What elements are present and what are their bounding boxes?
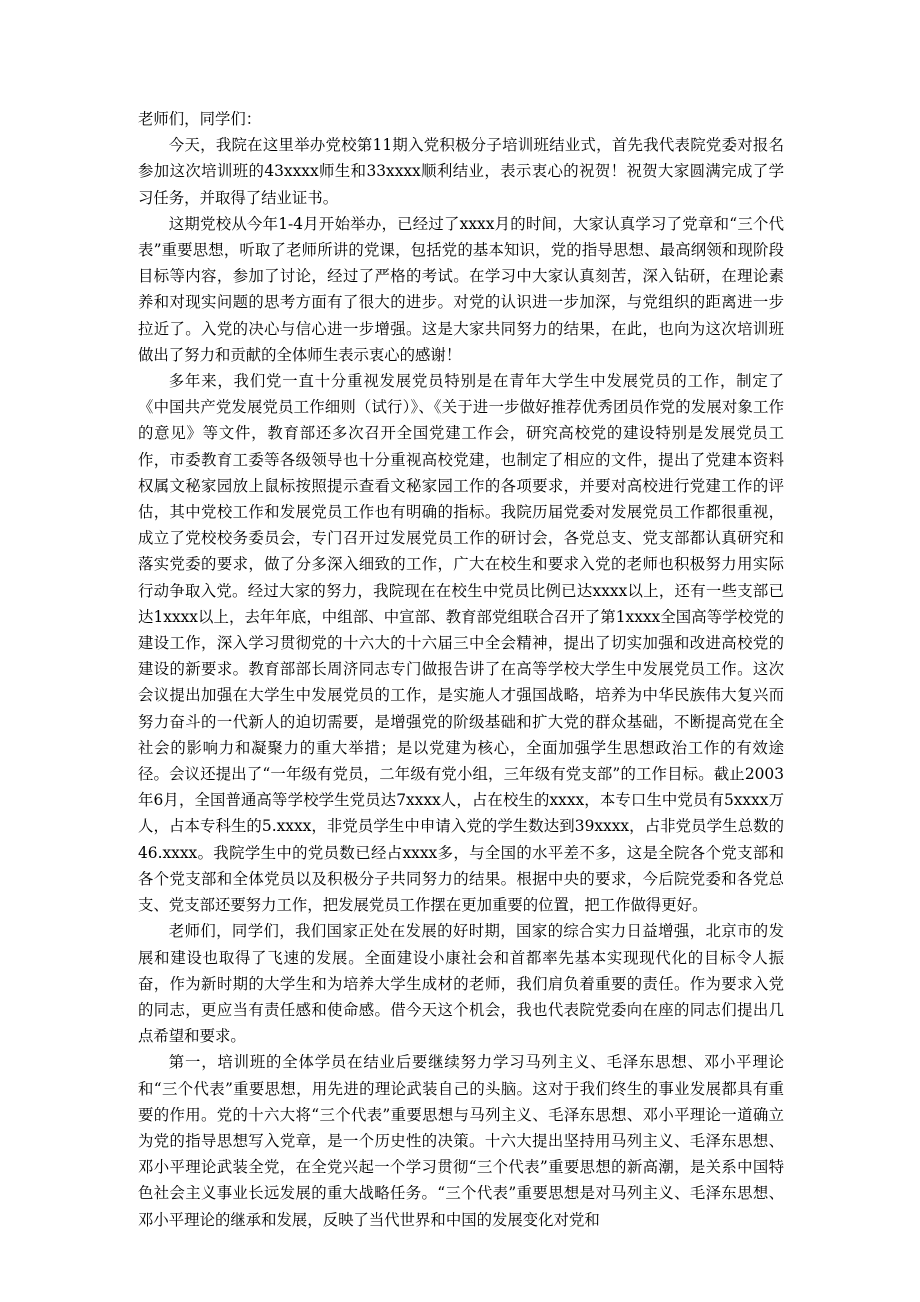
paragraph-party-development: 多年来，我们党一直十分重视发展党员特别是在青年大学生中发展党员的工作，制定了《中国共产党发展党员工作细则（试行）》、《关于进一步做好推荐优秀团员作党的发展对象工作的意见》等文件，教育部还多次召开全国党建工作会，研究高校党的建设特别是发展党员工作，市委教育工委等各级领导也十分重视高校党建，也制定了相应的文件，提出了党建本资料权属文秘家园放上鼠标按照提示查看文秘家园工作的各项要求，并要对高校进行党建工作的评估，其中党校工作和发展党员工作也有明确的指标。我院历届党委对发展党员工作都很重视，成立了党校校务委员会，专门召开过发展党员工作的研讨会，各党总支、党支部都认真研究和落实党委的要求，做了分多深入细致的工作，广大在校生和要求入党的老师也积极努力用实际行动争取入党。经过大家的努力，我院现在在校生中党员比例已达xxxx以上，还有一些支部已达1xxxx以上，去年年底，中组部、中宣部、教育部党组联合召开了第1xxxx全国高等学校党的建设工作，深入学习贯彻党的十六大的十六届三中全会精神，提出了切实加强和改进高校党的建设的新要求。教育部部长周济同志专门做报告讲了在高等学校大学生中发展党员工作。这次会议提出加强在大学生中发展党员的工作，是实施人才强国战略，培养为中华民族伟大复兴而努力奋斗的一代新人的迫切需要，是增强党的阶级基础和扩大党的群众基础，不断提高党在全社会的影响力和凝聚力的重大举措；是以党建为核心，全面加强学生思想政治工作的有效途径。会议还提出了“一年级有党员，二年级有党小组，三年级有党支部”的工作目标。截止2003年6月，全国普通高等学校学生党员达7xxxx人，占在校生的xxxx，本专口生中党员有5xxxx万人，占本专科生的5.xxxx，非党员学生中申请入党的学生数达到39xxxx，占非党员学生总数的46.xxxx。我院学生中的党员数已经占xxxx多，与全国的水平差不多，这是全院各个党支部和各个党支部和全体党员以及积极分子共同努力的结果。根据中央的要求，今后院党委和各党总支、党支部还要努力工作，把发展党员工作摆在更加重要的位置，把工作做得更好。: [138, 372, 784, 915]
paragraph-opening: 今天，我院在这里举办党校第11期入党积极分子培训班结业式，首先我代表院党委对报名参加这次培训班的43xxxx师生和33xxxx顺利结业，表示衷心的祝贺！祝贺大家圆满完成了学习任务，并取得了结业证书。: [138, 136, 784, 207]
paragraph-training-summary: 这期党校从今年1-4月开始举办，已经过了xxxx月的时间，大家认真学习了党章和“三个代表”重要思想，听取了老师所讲的党课，包括党的基本知识，党的指导思想、最高纲领和现阶段目标等内容，参加了讨论，经过了严格的考试。在学习中大家认真刻苦，深入钻研，在理论素养和对现实问题的思考方面有了很大的进步。对党的认识进一步加深，与党组织的距离进一步拉近了。入党的决心与信心进一步增强。这是大家共同努力的结果，在此，也向为这次培训班做出了努力和贡献的全体师生表示衷心的感谢！: [138, 214, 784, 364]
paragraph-first-requirement: 第一，培训班的全体学员在结业后要继续努力学习马列主义、毛泽东思想、邓小平理论和“三个代表”重要思想，用先进的理论武装自己的头脑。这对于我们终生的事业发展都具有重要的作用。党的十六大将“三个代表”重要思想与马列主义、毛泽东思想、邓小平理论一道确立为党的指导思想写入党章，是一个历史性的决策。十六大提出坚持用马列主义、毛泽东思想、邓小平理论武装全党，在全党兴起一个学习贯彻“三个代表”重要思想的新高潮，是关系中国特色社会主义事业长远发展的重大战略任务。“三个代表”重要思想是对马列主义、毛泽东思想、邓小平理论的继承和发展，反映了当代世界和中国的发展变化对党和: [138, 1053, 784, 1229]
document-body: [138, 106, 784, 1233]
salutation: 老师们，同学们：: [138, 110, 262, 128]
paragraph-expectations-intro: 老师们，同学们，我们国家正处在发展的好时期，国家的综合实力日益增强，北京市的发展和建设也取得了飞速的发展。全面建设小康社会和首都率先基本实现现代化的目标令人振奋，作为新时期的大学生和为培养大学生成材的老师，我们肩负着重要的责任。作为要求入党的同志，更应当有责任感和使命感。借今天这个机会，我也代表院党委向在座的同志们提出几点希望和要求。: [138, 922, 784, 1046]
